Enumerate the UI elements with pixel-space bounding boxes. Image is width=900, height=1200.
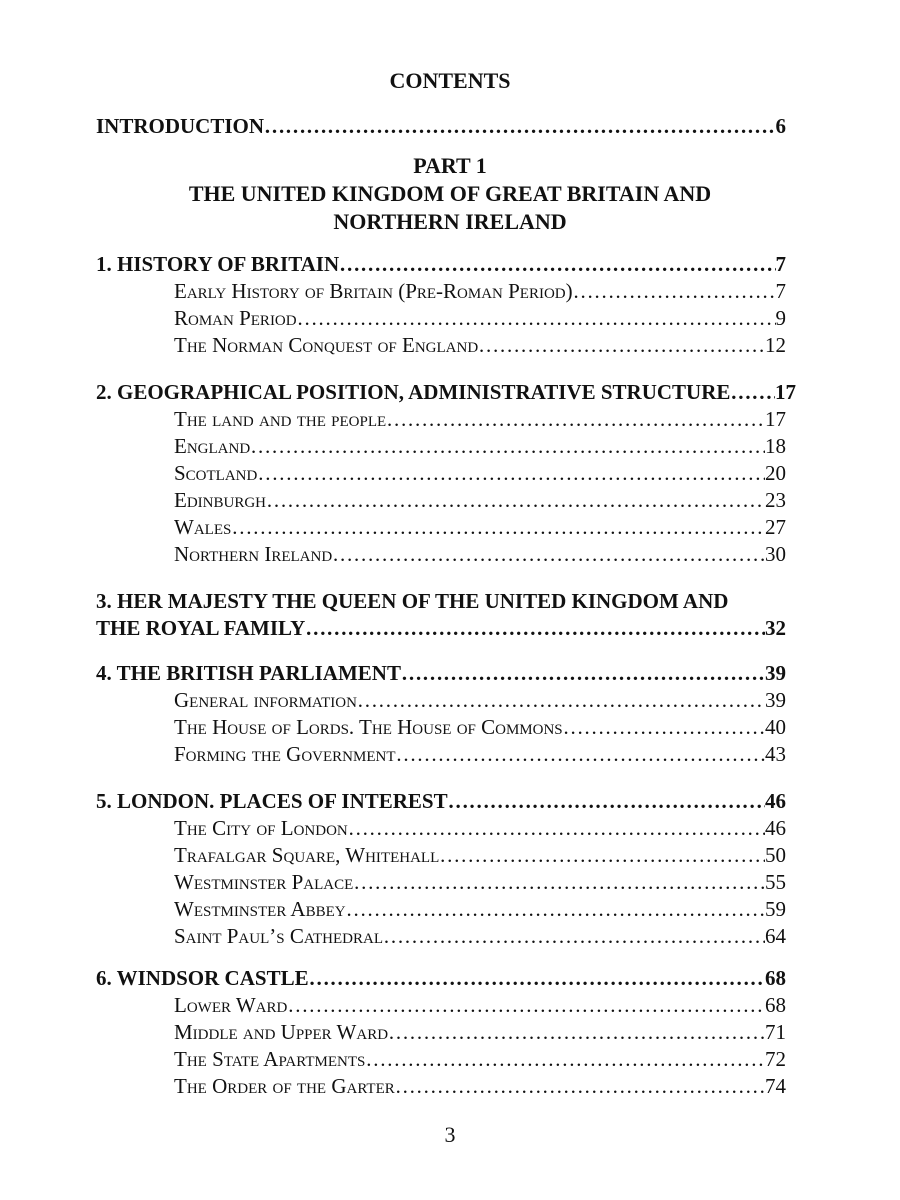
entry-label: Lower Ward [174,993,288,1017]
toc-entry-british-parliament[interactable] [96,659,786,687]
dot-leader [266,486,765,514]
dot-leader [339,250,775,278]
entry-page: 7 [775,252,786,276]
entry-label: 4. THE BRITISH PARLIAMENT [96,661,401,685]
dot-leader [386,405,765,433]
entry-page: 71 [765,1020,786,1044]
dot-leader [439,841,765,869]
toc-entry-middle-upper-ward[interactable] [174,1018,786,1046]
dot-leader [396,740,766,768]
toc-entry-city-of-london[interactable] [174,814,786,842]
entry-label: Saint Paul’s Cathedral [174,924,384,948]
dot-leader [353,868,765,896]
entry-label: The Order of the Garter [174,1074,395,1098]
entry-page: 40 [765,715,786,739]
dot-leader [478,331,765,359]
entry-label: The City of London [174,816,348,840]
part-number: PART 1 [413,153,487,178]
entry-label: INTRODUCTION [96,114,265,138]
toc-entry-northern-ireland[interactable] [174,540,786,568]
entry-label: Westminster Palace [174,870,354,894]
entry-label: The State Apartments [174,1047,366,1071]
entry-label: 2. GEOGRAPHICAL POSITION, ADMINISTRATIVE STRUCTURE [96,380,731,404]
dot-leader [388,1018,765,1046]
entry-page: 64 [765,924,786,948]
toc-entry-state-apartments[interactable] [174,1045,786,1073]
toc-entry-norman-conquest[interactable] [174,331,786,359]
entry-label: 6. WINDSOR CASTLE [96,966,309,990]
entry-label: Westminster Abbey [174,897,346,921]
page-number: 3 [444,1122,456,1147]
dot-leader [309,964,765,992]
entry-page: 55 [765,870,786,894]
entry-page: 74 [765,1074,786,1098]
dot-leader [365,1045,765,1073]
toc-entry-introduction[interactable] [96,112,786,140]
dot-leader [346,895,765,923]
toc-entry-england[interactable] [174,432,786,460]
dot-leader [264,112,775,140]
part-title-line1: THE UNITED KINGDOM OF GREAT BRITAIN AND [188,181,712,206]
dot-leader [563,713,765,741]
toc-entry-early-history[interactable] [174,277,786,305]
dot-leader [348,814,765,842]
toc-entry-order-of-garter[interactable] [174,1072,786,1100]
entry-page: 32 [765,616,786,640]
entry-page: 20 [765,461,786,485]
toc-entry-trafalgar-square[interactable] [174,841,786,869]
toc-entry-saint-pauls[interactable] [174,922,786,950]
toc-entry-roman-period[interactable] [174,304,786,332]
toc-entry-history-of-britain[interactable] [96,250,786,278]
entry-label: The Norman Conquest of England [174,333,479,357]
toc-entry-westminster-palace[interactable] [174,868,786,896]
toc-entry-general-information[interactable] [174,686,786,714]
dot-leader [730,378,775,406]
entry-page: 39 [765,661,786,685]
dot-leader [332,540,765,568]
entry-page: 50 [765,843,786,867]
entry-label: 1. HISTORY OF BRITAIN [96,252,340,276]
toc-entry-london[interactable] [96,787,786,815]
part-title-line2: NORTHERN IRELAND [333,209,567,234]
toc-entry-royal-family[interactable] [96,614,786,642]
entry-label: Forming the Government [174,742,396,766]
toc-entry-forming-government[interactable] [174,740,786,768]
entry-label: Roman Period [174,306,297,330]
toc-entry-wales[interactable] [174,513,786,541]
entry-label: Trafalgar Square, Whitehall [174,843,440,867]
entry-page: 43 [765,742,786,766]
contents-title: CONTENTS [389,68,511,93]
entry-page: 72 [765,1047,786,1071]
entry-page: 18 [765,434,786,458]
toc-entry-geographical-position[interactable] [96,378,796,406]
dot-leader [395,1072,765,1100]
toc-entry-house-of-lords[interactable] [174,713,786,741]
entry-label: Early History of Britain (Pre-Roman Period) [174,279,573,303]
dot-leader [250,432,765,460]
dot-leader [305,614,765,642]
entry-page: 27 [765,515,786,539]
entry-page: 7 [775,279,786,303]
toc-entry-westminster-abbey[interactable] [174,895,786,923]
entry-page: 46 [765,789,786,813]
entry-label: The House of Lords. The House of Commons [174,715,563,739]
entry-page: 39 [765,688,786,712]
entry-page: 30 [765,542,786,566]
dot-leader [357,686,765,714]
toc-entry-land-and-people[interactable] [174,405,786,433]
dot-leader [573,277,776,305]
entry-label: Scotland [174,461,258,485]
dot-leader [401,659,765,687]
entry-label: General information [174,688,357,712]
entry-label: England [174,434,251,458]
entry-page: 59 [765,897,786,921]
dot-leader [231,513,765,541]
entry-page: 17 [765,407,786,431]
toc-entry-lower-ward[interactable] [174,991,786,1019]
entry-page: 68 [765,993,786,1017]
entry-label-line1: 3. HER MAJESTY THE QUEEN OF THE UNITED KINGDOM AND [96,589,729,613]
entry-label: THE ROYAL FAMILY [96,616,306,640]
dot-leader [257,459,765,487]
entry-label: Middle and Upper Ward [174,1020,389,1044]
entry-label: Edinburgh [174,488,266,512]
entry-label: Wales [174,515,232,539]
dot-leader [448,787,765,815]
dot-leader [287,991,765,1019]
dot-leader [297,304,776,332]
entry-label: Northern Ireland [174,542,333,566]
toc-entry-scotland[interactable] [174,459,786,487]
entry-page: 46 [765,816,786,840]
entry-label: 5. LONDON. PLACES OF INTEREST [96,789,448,813]
entry-page: 23 [765,488,786,512]
entry-page: 68 [765,966,786,990]
entry-page: 9 [775,306,786,330]
entry-page: 12 [765,333,786,357]
toc-entry-windsor-castle[interactable] [96,964,786,992]
entry-page: 17 [775,380,796,404]
toc-entry-edinburgh[interactable] [174,486,786,514]
dot-leader [383,922,765,950]
entry-page: 6 [775,114,786,138]
entry-label: The land and the people [174,407,387,431]
